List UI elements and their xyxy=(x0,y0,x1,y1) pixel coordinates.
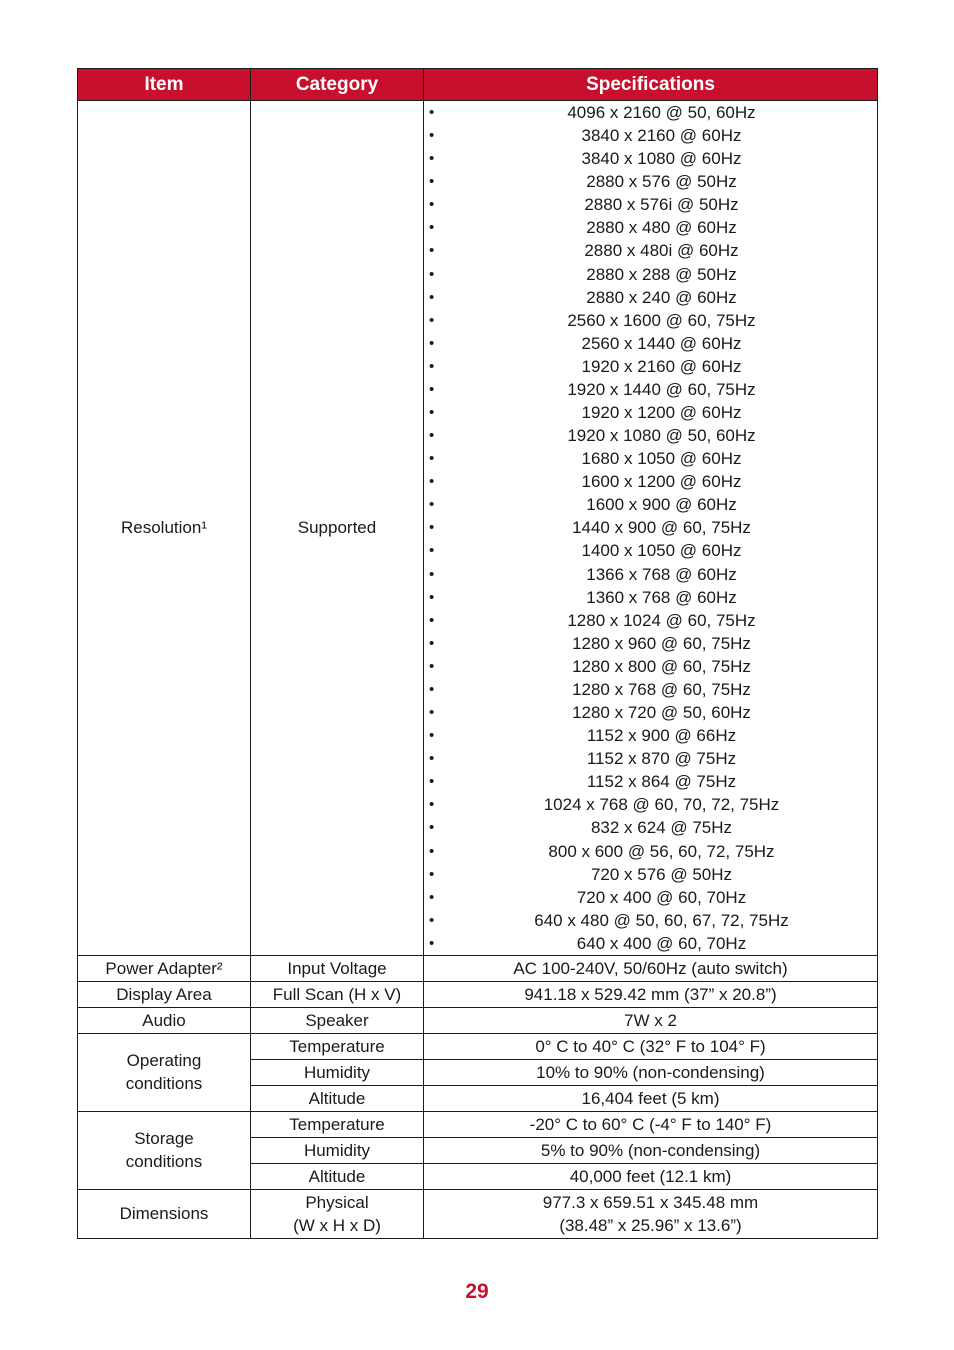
dimensions-spec xyxy=(424,1189,878,1238)
resolution-category: Supported xyxy=(251,101,424,956)
resolution-mode-text: 1920 x 2160 @ 60Hz xyxy=(581,356,742,376)
resolution-mode-text: 640 x 480 @ 50, 60, 67, 72, 75Hz xyxy=(534,910,789,930)
bullet-icon: • xyxy=(429,104,435,121)
resolution-mode-item xyxy=(428,793,873,816)
resolution-mode-item xyxy=(428,863,873,886)
resolution-mode-text: 1600 x 1200 @ 60Hz xyxy=(581,472,742,492)
resolution-mode-text: 1360 x 768 @ 60Hz xyxy=(586,587,737,607)
header-specifications: Specifications xyxy=(424,69,878,101)
resolution-mode-item xyxy=(428,216,873,239)
resolution-mode-item xyxy=(428,124,873,147)
resolution-mode-item xyxy=(428,286,873,309)
bullet-icon: • xyxy=(429,150,435,168)
storage-temperature-spec: -20° C to 60° C (-4° F to 140° F) xyxy=(424,1111,878,1137)
resolution-mode-item xyxy=(428,678,873,701)
resolution-mode-text: 2880 x 480 @ 60Hz xyxy=(586,218,737,238)
resolution-mode-text: 2880 x 288 @ 50Hz xyxy=(586,264,737,284)
bullet-icon: • xyxy=(429,750,435,768)
bullet-icon: • xyxy=(429,380,435,398)
resolution-mode-item xyxy=(428,239,873,262)
resolution-mode-item xyxy=(428,170,873,193)
resolution-mode-text: 1152 x 864 @ 75Hz xyxy=(586,772,737,792)
bullet-icon: • xyxy=(429,242,435,260)
bullet-icon: • xyxy=(429,450,435,468)
dimensions-category-line2: (W x H x D) xyxy=(293,1215,381,1235)
resolution-mode-item xyxy=(428,401,873,424)
resolution-mode-text: 720 x 576 @ 50Hz xyxy=(590,864,733,884)
operating-altitude-spec: 16,404 feet (5 km) xyxy=(424,1085,878,1111)
bullet-icon: • xyxy=(429,473,435,491)
resolution-mode-item xyxy=(428,770,873,793)
bullet-icon: • xyxy=(429,496,435,514)
resolution-mode-text: 1280 x 800 @ 60, 75Hz xyxy=(572,656,751,676)
resolution-mode-item xyxy=(428,101,873,124)
resolution-mode-text: 2880 x 240 @ 60Hz xyxy=(586,287,737,307)
table-header-row xyxy=(78,69,878,101)
resolution-mode-item xyxy=(428,586,873,609)
bullet-icon: • xyxy=(429,680,435,698)
bullet-icon: • xyxy=(429,588,435,606)
table-row-audio xyxy=(78,1007,878,1033)
resolution-mode-text: 2880 x 480i @ 60Hz xyxy=(584,241,739,261)
dimensions-item: Dimensions xyxy=(78,1189,251,1238)
resolution-mode-item xyxy=(428,632,873,655)
resolution-mode-item xyxy=(428,747,873,770)
bullet-icon: • xyxy=(429,519,435,537)
storage-item-line1: Storage xyxy=(134,1129,194,1149)
resolution-mode-text: 1920 x 1200 @ 60Hz xyxy=(581,403,742,423)
resolution-mode-item xyxy=(428,332,873,355)
table-row-operating-temperature xyxy=(78,1033,878,1059)
resolution-mode-text: 1280 x 960 @ 60, 75Hz xyxy=(572,633,751,653)
resolution-mode-text: 1280 x 1024 @ 60, 75Hz xyxy=(567,610,756,630)
operating-humidity-category: Humidity xyxy=(251,1059,424,1085)
resolution-mode-item xyxy=(428,539,873,562)
operating-item xyxy=(78,1033,251,1111)
resolution-mode-item xyxy=(428,355,873,378)
display-spec: 941.18 x 529.42 mm (37” x 20.8”) xyxy=(424,981,878,1007)
resolution-item: Resolution¹ xyxy=(78,101,251,956)
bullet-icon: • xyxy=(429,911,435,929)
bullet-icon: • xyxy=(429,288,435,306)
resolution-mode-text: 1366 x 768 @ 60Hz xyxy=(586,564,737,584)
bullet-icon: • xyxy=(429,934,435,952)
storage-altitude-spec: 40,000 feet (12.1 km) xyxy=(424,1163,878,1189)
resolution-mode-item xyxy=(428,701,873,724)
resolution-mode-text: 640 x 400 @ 60, 70Hz xyxy=(576,933,747,953)
bullet-icon: • xyxy=(429,311,435,329)
storage-temperature-category: Temperature xyxy=(251,1111,424,1137)
dimensions-spec-line1: 977.3 x 659.51 x 345.48 mm xyxy=(542,1192,759,1212)
resolution-mode-text: 1280 x 720 @ 50, 60Hz xyxy=(572,703,751,723)
page-number: 29 xyxy=(465,1280,489,1303)
resolution-mode-text: 1152 x 870 @ 75Hz xyxy=(586,749,737,769)
header-category: Category xyxy=(251,69,424,101)
resolution-mode-list xyxy=(428,101,873,955)
resolution-mode-text: 3840 x 2160 @ 60Hz xyxy=(581,126,742,146)
bullet-icon: • xyxy=(429,819,435,837)
bullet-icon: • xyxy=(429,265,435,283)
storage-humidity-category: Humidity xyxy=(251,1137,424,1163)
dimensions-category-line1: Physical xyxy=(305,1192,369,1212)
resolution-mode-item xyxy=(428,424,873,447)
resolution-mode-item xyxy=(428,563,873,586)
audio-item: Audio xyxy=(78,1007,251,1033)
bullet-icon: • xyxy=(429,611,435,629)
audio-spec: 7W x 2 xyxy=(424,1007,878,1033)
bullet-icon: • xyxy=(429,865,435,883)
dimensions-spec-line2: (38.48” x 25.96” x 13.6”) xyxy=(559,1215,742,1235)
resolution-mode-item xyxy=(428,886,873,909)
resolution-spec xyxy=(424,101,878,956)
resolution-mode-item xyxy=(428,147,873,170)
resolution-mode-text: 2560 x 1440 @ 60Hz xyxy=(581,333,742,353)
resolution-mode-text: 3840 x 1080 @ 60Hz xyxy=(581,149,742,169)
power-category: Input Voltage xyxy=(251,955,424,981)
resolution-mode-text: 1680 x 1050 @ 60Hz xyxy=(581,449,742,469)
bullet-icon: • xyxy=(429,427,435,445)
bullet-icon: • xyxy=(429,773,435,791)
resolution-mode-item xyxy=(428,516,873,539)
resolution-mode-text: 832 x 624 @ 75Hz xyxy=(590,818,733,838)
resolution-mode-text: 1024 x 768 @ 60, 70, 72, 75Hz xyxy=(543,795,780,815)
bullet-icon: • xyxy=(429,888,435,906)
resolution-mode-text: 1600 x 900 @ 60Hz xyxy=(586,495,737,515)
resolution-mode-item xyxy=(428,932,873,955)
header-item: Item xyxy=(78,69,251,101)
bullet-icon: • xyxy=(429,542,435,560)
bullet-icon: • xyxy=(429,796,435,814)
resolution-mode-text: 2880 x 576 @ 50Hz xyxy=(586,172,737,192)
power-item: Power Adapter² xyxy=(78,955,251,981)
storage-item-line2: conditions xyxy=(125,1152,203,1172)
resolution-mode-text: 4096 x 2160 @ 50, 60Hz xyxy=(567,103,756,122)
table-row-display-area xyxy=(78,981,878,1007)
operating-item-line1: Operating xyxy=(126,1051,202,1071)
resolution-mode-text: 2560 x 1600 @ 60, 75Hz xyxy=(567,310,756,330)
bullet-icon: • xyxy=(429,334,435,352)
storage-humidity-spec: 5% to 90% (non-condensing) xyxy=(424,1137,878,1163)
resolution-mode-item xyxy=(428,909,873,932)
operating-temperature-spec: 0° C to 40° C (32° F to 104° F) xyxy=(424,1033,878,1059)
resolution-mode-item xyxy=(428,447,873,470)
bullet-icon: • xyxy=(429,634,435,652)
storage-altitude-category: Altitude xyxy=(251,1163,424,1189)
resolution-mode-item xyxy=(428,724,873,747)
resolution-mode-text: 1152 x 900 @ 66Hz xyxy=(586,726,737,746)
bullet-icon: • xyxy=(429,357,435,375)
display-item: Display Area xyxy=(78,981,251,1007)
resolution-mode-text: 720 x 400 @ 60, 70Hz xyxy=(576,887,747,907)
table-row-storage-temperature xyxy=(78,1111,878,1137)
resolution-mode-item xyxy=(428,655,873,678)
operating-temperature-category: Temperature xyxy=(251,1033,424,1059)
table-row-dimensions xyxy=(78,1189,878,1238)
resolution-mode-item xyxy=(428,378,873,401)
operating-humidity-spec: 10% to 90% (non-condensing) xyxy=(424,1059,878,1085)
resolution-mode-item xyxy=(428,263,873,286)
bullet-icon: • xyxy=(429,727,435,745)
bullet-icon: • xyxy=(429,219,435,237)
resolution-mode-item xyxy=(428,493,873,516)
bullet-icon: • xyxy=(429,196,435,214)
display-category: Full Scan (H x V) xyxy=(251,981,424,1007)
bullet-icon: • xyxy=(429,704,435,722)
specifications-table xyxy=(77,68,878,1239)
resolution-mode-item xyxy=(428,609,873,632)
operating-altitude-category: Altitude xyxy=(251,1085,424,1111)
resolution-mode-text: 2880 x 576i @ 50Hz xyxy=(584,195,739,215)
resolution-mode-text: 1920 x 1080 @ 50, 60Hz xyxy=(567,426,756,446)
resolution-mode-item xyxy=(428,840,873,863)
bullet-icon: • xyxy=(429,127,435,145)
bullet-icon: • xyxy=(429,173,435,191)
table-row-resolution xyxy=(78,101,878,956)
resolution-mode-item xyxy=(428,193,873,216)
table-row-power-adapter xyxy=(78,955,878,981)
power-spec: AC 100-240V, 50/60Hz (auto switch) xyxy=(424,955,878,981)
resolution-mode-text: 1400 x 1050 @ 60Hz xyxy=(581,541,742,561)
bullet-icon: • xyxy=(429,404,435,422)
storage-item xyxy=(78,1111,251,1189)
resolution-mode-item xyxy=(428,309,873,332)
operating-item-line2: conditions xyxy=(125,1074,203,1094)
resolution-mode-text: 800 x 600 @ 56, 60, 72, 75Hz xyxy=(548,841,775,861)
resolution-mode-text: 1440 x 900 @ 60, 75Hz xyxy=(572,518,751,538)
bullet-icon: • xyxy=(429,842,435,860)
bullet-icon: • xyxy=(429,565,435,583)
audio-category: Speaker xyxy=(251,1007,424,1033)
resolution-mode-item xyxy=(428,816,873,839)
resolution-mode-item xyxy=(428,470,873,493)
resolution-mode-text: 1920 x 1440 @ 60, 75Hz xyxy=(567,379,756,399)
resolution-mode-text: 1280 x 768 @ 60, 75Hz xyxy=(572,679,751,699)
dimensions-category xyxy=(251,1189,424,1238)
bullet-icon: • xyxy=(429,657,435,675)
